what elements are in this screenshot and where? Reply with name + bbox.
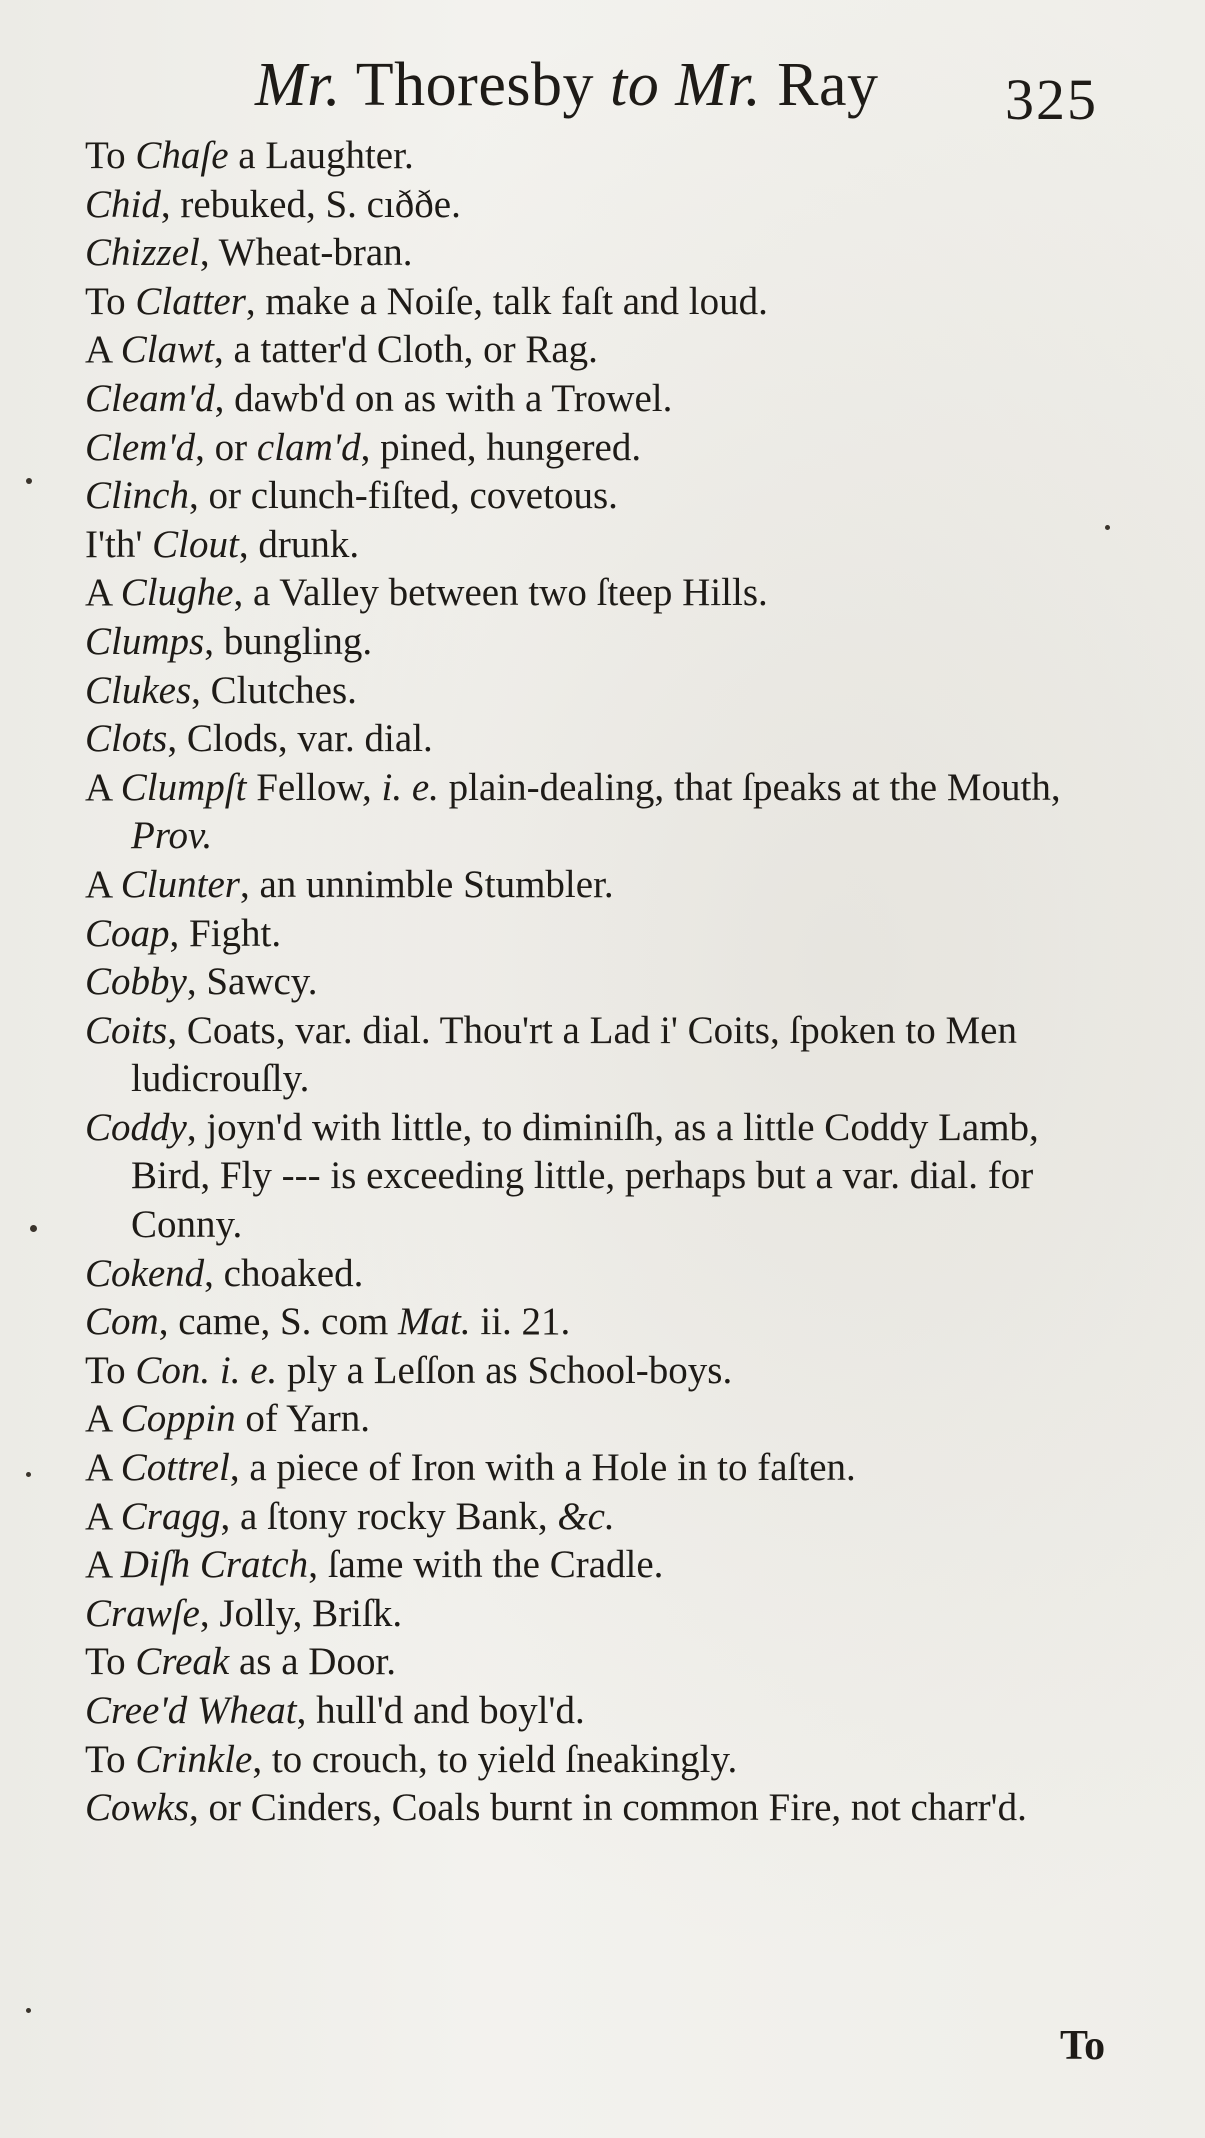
glossary-entry: A Clawt, a tatter'd Cloth, or Rag.: [85, 328, 598, 372]
glossary-entry: A Diſh Cratch, ſame with the Cradle.: [85, 1543, 664, 1587]
glossary-entry: Coddy, joyn'd with little, to diminiſh, as a little Coddy Lamb, Bird, Fly --- is exceeding little, perhaps but a var. dial. for Conny.: [85, 1105, 1039, 1247]
running-head-mr-2: Mr.: [675, 51, 762, 119]
catchword: To: [1060, 2023, 1106, 2069]
glossary-entry: A Cragg, a ſtony rocky Bank, &c.: [85, 1494, 615, 1538]
glossary-entry: To Clatter, make a Noiſe, talk faſt and loud.: [85, 279, 768, 323]
glossary-entry: Crawſe, Jolly, Briſk.: [85, 1591, 403, 1635]
glossary-entry: To Creak as a Door.: [85, 1640, 397, 1684]
glossary-entry: Cleam'd, dawb'd on as with a Trowel.: [85, 376, 673, 420]
page-number: 325: [1005, 67, 1098, 132]
glossary-entry: I'th' Clout, drunk.: [85, 522, 360, 566]
glossary-entry: Clumps, bungling.: [85, 619, 373, 663]
ink-speck: [26, 478, 32, 484]
ink-speck: [30, 1225, 37, 1232]
glossary-entry: Com, came, S. com Mat. ii. 21.: [85, 1300, 571, 1344]
ink-speck: [1105, 525, 1110, 530]
glossary-entry: Coits, Coats, var. dial. Thou'rt a Lad i' Coits, ſpoken to Men ludicrouſly.: [85, 1008, 1017, 1101]
running-head-to: to: [609, 51, 660, 119]
glossary-entry: Chizzel, Wheat-bran.: [85, 231, 413, 275]
glossary-entry: A Coppin of Yarn.: [85, 1397, 370, 1441]
glossary-entry: Cowks, or Cinders, Coals burnt in common Fire, not charr'd.: [85, 1786, 1027, 1830]
running-head: [255, 50, 878, 121]
glossary-entry: To Chaſe a Laughter.: [85, 134, 414, 177]
glossary-entry: A Clumpſt Fellow, i. e. plain-dealing, that ſpeaks at the Mouth, Prov.: [85, 765, 1061, 858]
running-head-mr-1: Mr.: [255, 51, 341, 119]
glossary-entry: A Cottrel, a piece of Iron with a Hole in to faſten.: [85, 1446, 856, 1490]
glossary-entry: Chid, rebuked, S. cıððe.: [85, 182, 461, 226]
glossary-entry: Cree'd Wheat, hull'd and boyl'd.: [85, 1689, 585, 1732]
glossary-entry: Coap, Fight.: [85, 911, 282, 955]
glossary-entry: Cobby, Sawcy.: [85, 960, 318, 1004]
ink-speck: [26, 2008, 31, 2013]
glossary-entry: Clukes, Clutches.: [85, 668, 357, 712]
glossary-entry: To Con. i. e. ply a Leſſon as School-boys.: [85, 1348, 733, 1392]
ink-speck: [26, 1472, 31, 1477]
glossary-entry: Clots, Clods, var. dial.: [85, 717, 433, 761]
glossary-entry: A Clughe, a Valley between two ſteep Hills.: [85, 571, 768, 615]
running-head-name-2: Ray: [777, 51, 879, 119]
running-head-name-1: Thoresby: [355, 51, 594, 119]
glossary-entry: To Crinkle, to crouch, to yield ſneakingly.: [85, 1737, 738, 1781]
glossary-entry: Cokend, choaked.: [85, 1251, 364, 1295]
glossary-entry: Clinch, or clunch-fiſted, covetous.: [85, 474, 618, 518]
glossary-entry: Clem'd, or clam'd, pined, hungered.: [85, 425, 642, 469]
glossary-entries: [85, 132, 1125, 1833]
glossary-entry: A Clunter, an unnimble Stumbler.: [85, 862, 614, 906]
